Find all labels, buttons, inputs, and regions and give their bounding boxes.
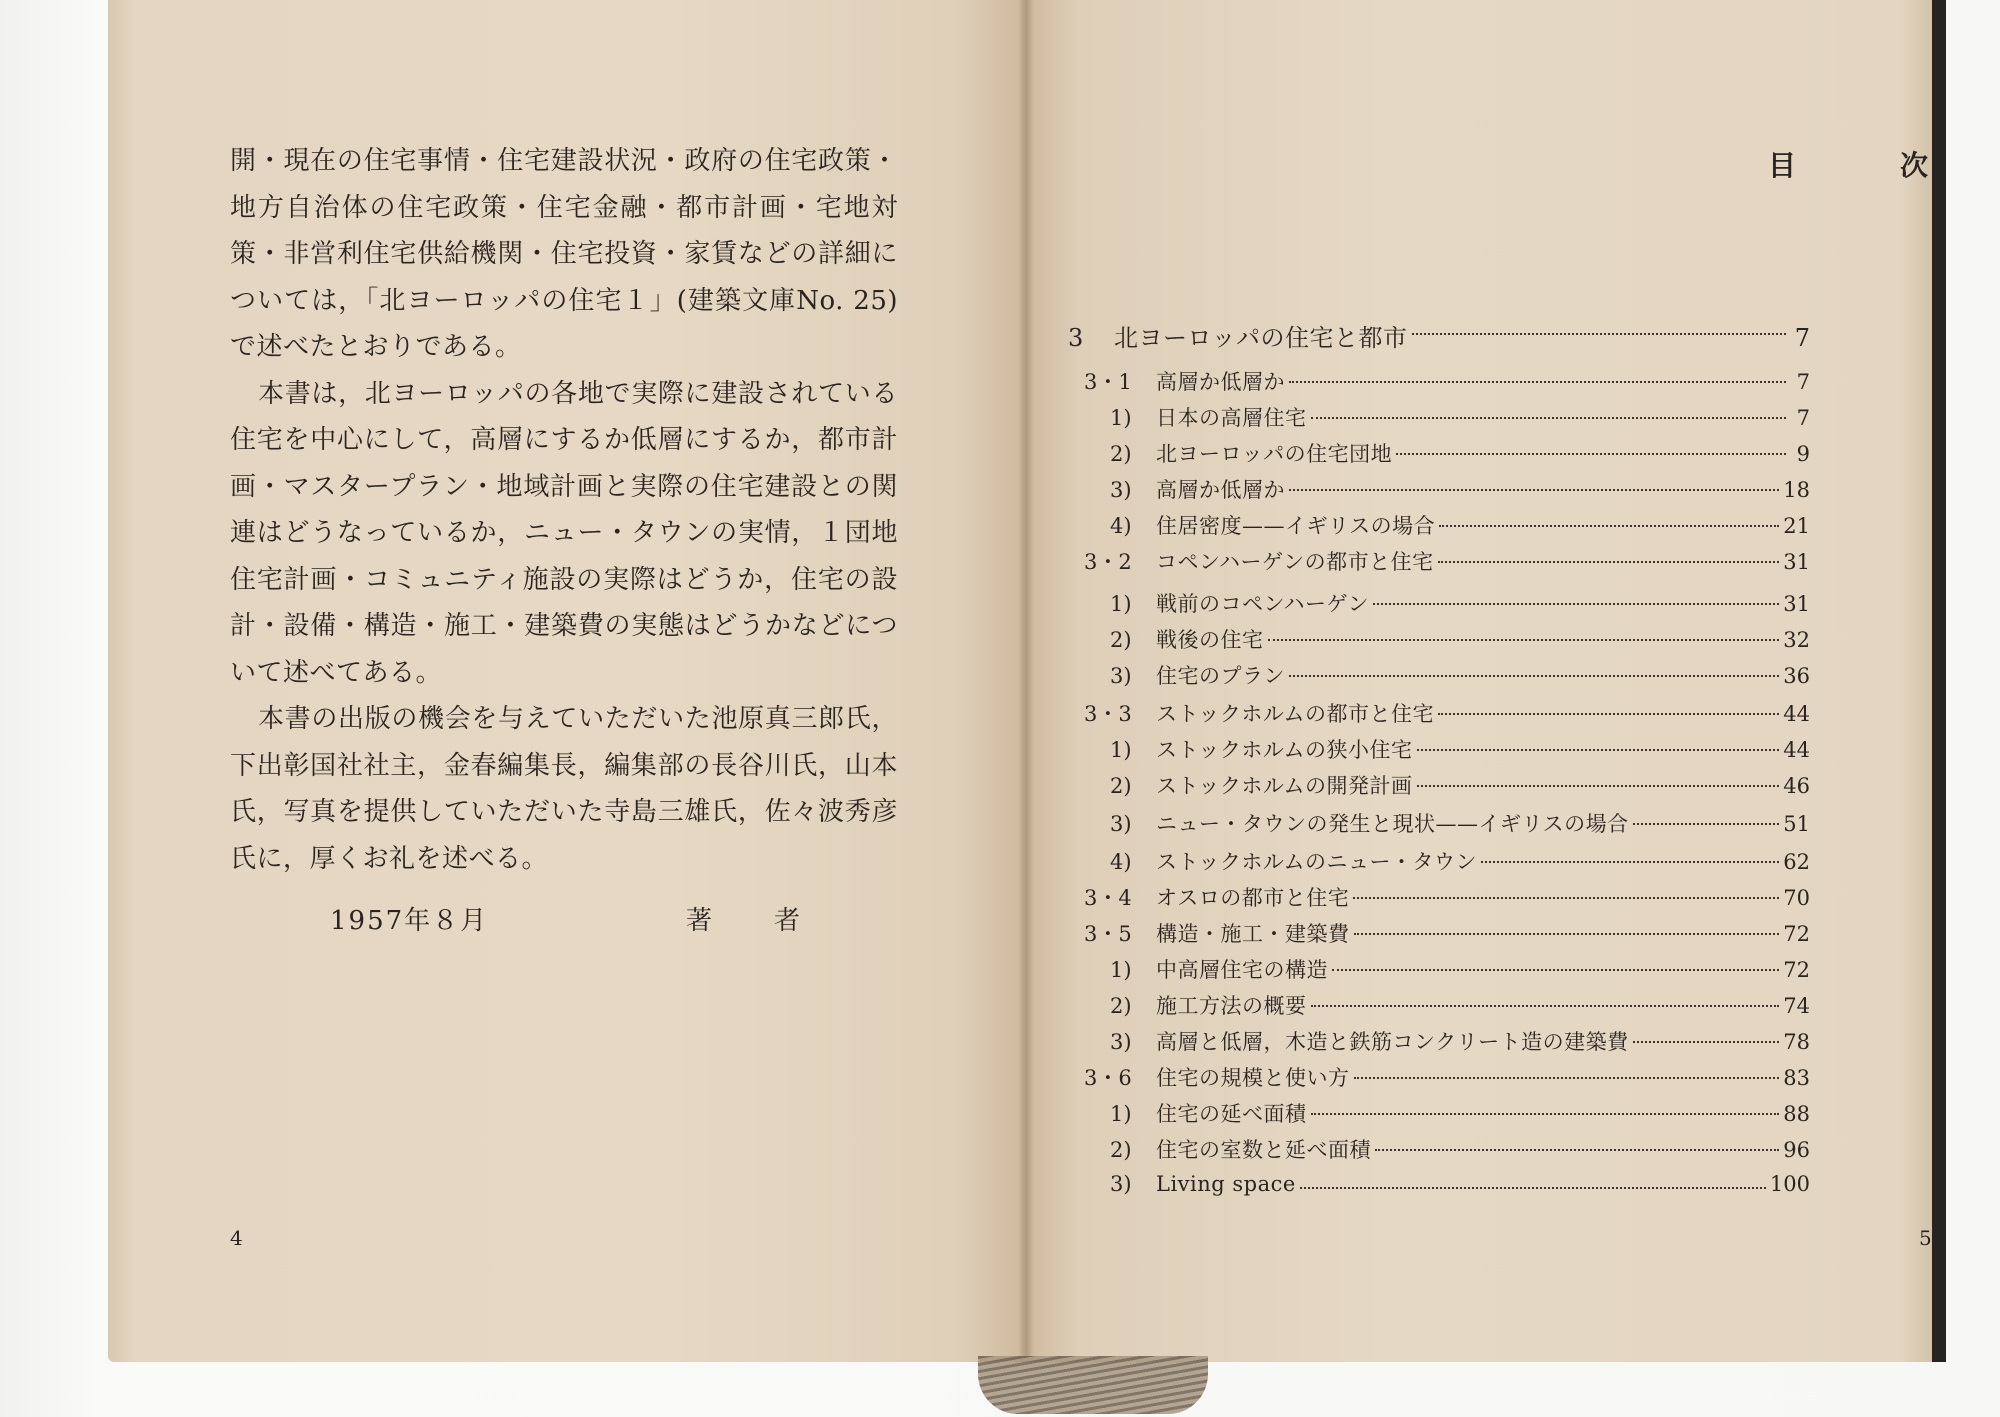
toc-entry-page: 7 (1796, 370, 1810, 394)
toc-leader-dots (1633, 822, 1780, 825)
toc-entry (1110, 588, 1810, 618)
toc-entry-label: ストックホルムの都市と住宅 (1156, 702, 1435, 726)
toc-entry-label: ストックホルムの開発計画 (1156, 774, 1413, 798)
toc-leader-dots (1300, 1186, 1766, 1189)
toc-entry-label: Living space (1156, 1172, 1296, 1196)
toc-entry-page: 32 (1783, 628, 1810, 652)
toc-entry (1110, 624, 1810, 654)
toc-leader-dots (1633, 1040, 1780, 1043)
toc-entry-label: 施工方法の概要 (1156, 994, 1307, 1018)
toc-entry-number: 4) (1110, 514, 1132, 538)
toc-entry (1110, 660, 1810, 690)
toc-leader-dots (1289, 488, 1779, 491)
toc-entry-number: 3・1 (1084, 370, 1132, 394)
toc-entry-label: ニュー・タウンの発生と現状——イギリスの場合 (1156, 812, 1629, 836)
toc-entry (1084, 546, 1810, 576)
toc-entry-number: 3 (1068, 324, 1084, 352)
toc-entry (1110, 990, 1810, 1020)
toc-title-char-1: 目 (1768, 149, 1797, 182)
toc-leader-dots (1375, 1148, 1779, 1151)
toc-entry (1110, 510, 1810, 540)
toc-leader-dots (1417, 748, 1780, 751)
right-page (1026, 0, 1936, 1362)
toc-entry-page: 72 (1783, 958, 1810, 982)
toc-leader-dots (1417, 784, 1780, 787)
toc-entry-label: ストックホルムのニュー・タウン (1156, 850, 1478, 874)
toc-leader-dots (1481, 860, 1779, 863)
toc-entry (1084, 1062, 1810, 1092)
toc-entry-label: 中高層住宅の構造 (1156, 958, 1328, 982)
toc-entry-label: コペンハーゲンの都市と住宅 (1156, 550, 1434, 574)
toc-entry-page: 7 (1796, 406, 1810, 430)
left-page (108, 0, 1026, 1362)
toc-entry (1084, 366, 1810, 396)
toc-entry-label: 日本の高層住宅 (1156, 406, 1307, 430)
toc-entry-label: 構造・施工・建築費 (1156, 922, 1350, 946)
toc-entry-label: 高層と低層，木造と鉄筋コンクリート造の建築費 (1156, 1030, 1629, 1054)
toc-leader-dots (1412, 332, 1786, 335)
toc-leader-dots (1311, 416, 1787, 419)
toc-entry-number: 3・3 (1084, 702, 1132, 726)
toc-entry-page: 72 (1783, 922, 1810, 946)
toc-entry-label: 高層か低層か (1156, 370, 1285, 394)
toc-entry-number: 3・4 (1084, 886, 1132, 910)
preface-text (230, 138, 898, 882)
toc-entry-page: 70 (1783, 886, 1810, 910)
toc-entry-label: 住宅の延べ面積 (1156, 1102, 1307, 1126)
toc-entry-page: 62 (1783, 850, 1810, 874)
toc-entry-label: ストックホルムの狭小住宅 (1156, 738, 1413, 762)
toc-entry (1110, 954, 1810, 984)
toc-entry-number: 4) (1110, 850, 1132, 874)
left-page-number: 4 (230, 1226, 243, 1250)
toc-leader-dots (1438, 712, 1779, 715)
toc-entry-label: オスロの都市と住宅 (1156, 886, 1350, 910)
toc-entry-label: 住宅のプラン (1156, 664, 1285, 688)
toc-entry-number: 3) (1110, 812, 1132, 836)
toc-leader-dots (1354, 932, 1780, 935)
toc-entry-page: 46 (1783, 774, 1810, 798)
toc-leader-dots (1396, 452, 1786, 455)
toc-entry-page: 78 (1783, 1030, 1810, 1054)
toc-entry-page: 31 (1783, 550, 1810, 574)
toc-leader-dots (1332, 968, 1779, 971)
toc-leader-dots (1438, 560, 1780, 563)
right-page-number: 5 (1919, 1226, 1932, 1250)
preface-paragraph-1: 開・現在の住宅事情・住宅建設状況・政府の住宅政策・地方自治体の住宅政策・住宅金融・都市計画・宅地対策・非営利住宅供給機関・住宅投資・家賃などの詳細については，「北ヨーロッパの住宅１」(建築文庫No. 25) で述べたとおりである。 (230, 146, 898, 362)
toc-entry (1068, 318, 1810, 352)
toc-entry-number: 1) (1110, 958, 1132, 982)
toc-entry-page: 21 (1783, 514, 1810, 538)
toc-leader-dots (1289, 380, 1786, 383)
toc-entry (1110, 808, 1810, 838)
toc-entry (1110, 402, 1810, 432)
preface-paragraph-2: 本書は，北ヨーロッパの各地で実際に建設されている住宅を中心にして，高層にするか低層にするか，都市計画・マスタープラン・地域計画と実際の住宅建設との関連はどうなっているか，ニュー・タウンの実情，１団地住宅計画・コミュニティ施設の実際はどうか，住宅の設計・設備・構造・施工・建築費の実態はどうかなどについて述べてある。 (230, 378, 898, 688)
toc-leader-dots (1311, 1112, 1780, 1115)
toc-entry (1110, 734, 1810, 764)
toc-entry-page: 83 (1783, 1066, 1810, 1090)
toc-entry-page: 7 (1794, 324, 1810, 352)
toc-entry (1110, 1098, 1810, 1128)
toc-entry-number: 2) (1110, 1138, 1132, 1162)
toc-entry-page: 88 (1783, 1102, 1810, 1126)
spine-shadow (1018, 0, 1034, 1362)
toc-entry-number: 1) (1110, 592, 1132, 616)
toc-entry-number: 2) (1110, 774, 1132, 798)
toc-entry (1084, 882, 1810, 912)
toc-entry-label: 北ヨーロッパの住宅団地 (1156, 442, 1393, 466)
toc-leader-dots (1354, 1076, 1780, 1079)
toc-entry-number: 2) (1110, 994, 1132, 1018)
toc-entry-label: 戦後の住宅 (1156, 628, 1264, 652)
toc-leader-dots (1311, 1004, 1780, 1007)
toc-leader-dots (1439, 524, 1779, 527)
preface-paragraph-3: 本書の出版の機会を与えていただいた池原真三郎氏，下出彰国社社主，金春編集長，編集部の長谷川氏，山本氏，写真を提供していただいた寺島三雄氏，佐々波秀彦氏に，厚くお礼を述べる。 (230, 704, 898, 874)
toc-entry-page: 36 (1783, 664, 1810, 688)
toc-entry-page: 31 (1783, 592, 1810, 616)
toc-entry-page: 51 (1783, 812, 1810, 836)
toc-entry-page: 100 (1769, 1172, 1810, 1196)
open-book (108, 0, 1936, 1362)
toc-entry (1110, 1026, 1810, 1056)
toc-entry-page: 44 (1783, 738, 1810, 762)
toc-entry-number: 3・5 (1084, 922, 1132, 946)
toc-entry-number: 3・2 (1084, 550, 1132, 574)
toc-entry-label: 住宅の規模と使い方 (1156, 1066, 1350, 1090)
toc-entry-page: 9 (1796, 442, 1810, 466)
toc-entry (1110, 1172, 1810, 1202)
bookmark-ribbon (978, 1356, 1208, 1414)
toc-entry (1110, 474, 1810, 504)
toc-entry-label: 住居密度——イギリスの場合 (1156, 514, 1436, 538)
toc-entry (1110, 438, 1810, 468)
toc-entry-number: 2) (1110, 442, 1132, 466)
toc-entry-number: 3) (1110, 1030, 1132, 1054)
toc-entry-page: 96 (1783, 1138, 1810, 1162)
cover-edge (1932, 0, 1946, 1362)
toc-entry-number: 3) (1110, 1172, 1132, 1196)
toc-entry-label: 北ヨーロッパの住宅と都市 (1114, 324, 1408, 352)
toc-entry-number: 1) (1110, 406, 1132, 430)
toc-entry-number: 3) (1110, 664, 1132, 688)
table-of-contents (1026, 0, 1936, 1362)
toc-entry-page: 74 (1783, 994, 1810, 1018)
toc-leader-dots (1289, 674, 1779, 677)
toc-entry-label: 住宅の室数と延べ面積 (1156, 1138, 1371, 1162)
toc-entry-label: 高層か低層か (1156, 478, 1285, 502)
toc-entry-number: 3) (1110, 478, 1132, 502)
toc-entry (1110, 846, 1810, 876)
toc-leader-dots (1353, 896, 1779, 899)
signature-line (330, 900, 890, 940)
toc-leader-dots (1373, 602, 1779, 605)
toc-entry-page: 18 (1783, 478, 1810, 502)
preface-date: 1957年８月 (330, 906, 489, 936)
toc-entry (1084, 918, 1810, 948)
toc-entry-number: 1) (1110, 738, 1132, 762)
toc-title-char-2: 次 (1899, 149, 1928, 182)
toc-entry-number: 1) (1110, 1102, 1132, 1126)
toc-entry-number: 2) (1110, 628, 1132, 652)
toc-entry (1110, 1134, 1810, 1164)
preface-author: 著 者 (686, 906, 819, 936)
toc-entry-page: 44 (1783, 702, 1810, 726)
toc-leader-dots (1268, 638, 1780, 641)
toc-entry (1084, 698, 1810, 728)
toc-entry (1110, 770, 1810, 800)
toc-entry-number: 3・6 (1084, 1066, 1132, 1090)
toc-entry-label: 戦前のコペンハーゲン (1156, 592, 1370, 616)
